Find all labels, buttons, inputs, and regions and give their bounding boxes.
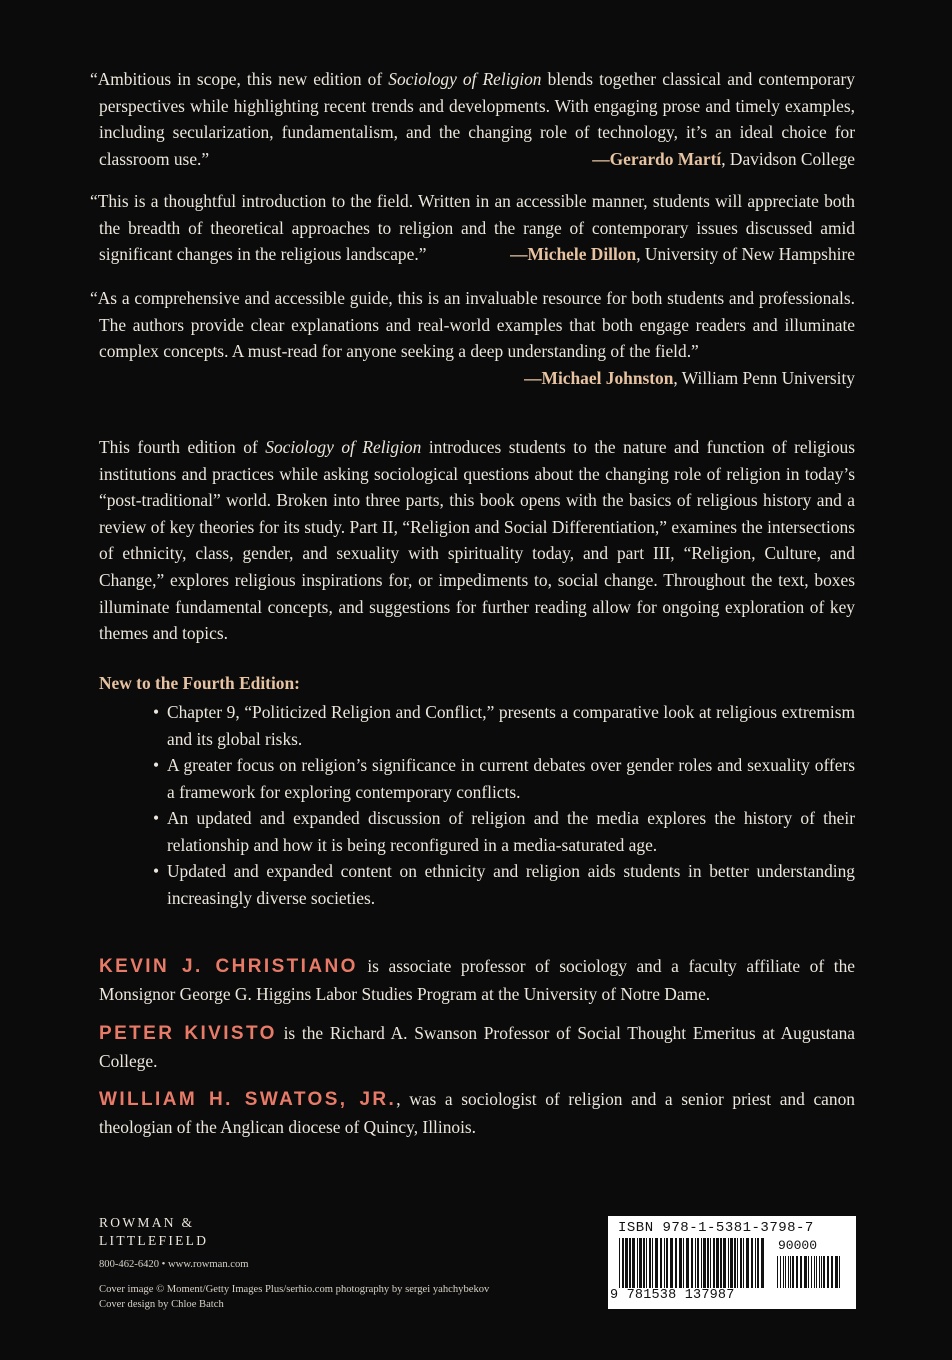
- barcode-bar: [800, 1256, 802, 1288]
- barcode-bar: [819, 1256, 820, 1288]
- endorsement-text: “This is a thoughtful introduction to the field. Written in an accessible manner, students will appreciate both the breadth of theoretical approaches to religion and the range of contemporary issues discussed amid significant changes in the religious landscape.”: [90, 191, 855, 264]
- barcode-bar: [796, 1256, 798, 1288]
- endorsement-attribution: [99, 365, 855, 392]
- barcode-bar: [629, 1238, 631, 1288]
- barcode-bar: [646, 1238, 647, 1288]
- barcode-bar: [783, 1256, 784, 1288]
- barcode-bar: [751, 1238, 753, 1288]
- endorsement-3: [90, 285, 855, 391]
- barcode-bar: [723, 1238, 726, 1288]
- barcode-bar: [821, 1256, 822, 1288]
- publisher-contact: 800-462-6420 • www.rowman.com: [99, 1259, 249, 1270]
- author-name: WILLIAM H. SWATOS, JR.: [99, 1089, 397, 1110]
- book-title-italic: Sociology of Religion: [265, 437, 422, 457]
- barcode-bar: [632, 1238, 635, 1288]
- endorser-name: —Michele Dillon: [510, 244, 637, 264]
- price-code: 90000: [778, 1238, 818, 1253]
- barcode-bar: [827, 1256, 829, 1288]
- list-item: [153, 699, 855, 752]
- barcode-bar: [720, 1238, 722, 1288]
- list-item-text: Updated and expanded content on ethnicity and religion aids students in better understanding increasingly diverse societies.: [167, 861, 855, 908]
- barcode-bar: [639, 1238, 642, 1288]
- endorsement-text: “As a comprehensive and accessible guide, this is an invaluable resource for both students and professionals. The authors provide clear explanations and real-world examples that both engage readers and illuminate complex concepts. A must-read for anyone seeking a deep understanding of the field.”: [90, 288, 855, 361]
- barcode-bar: [675, 1238, 677, 1288]
- barcode-bar: [816, 1256, 817, 1288]
- barcode-bar: [755, 1238, 756, 1288]
- barcode-bar: [823, 1256, 825, 1288]
- barcode-bar: [804, 1256, 807, 1288]
- barcode-bar: [814, 1256, 815, 1288]
- barcode-bar: [697, 1238, 699, 1288]
- barcode-bar: [730, 1238, 733, 1288]
- new-edition-heading: New to the Fourth Edition:: [99, 673, 300, 693]
- cover-design-credit: Cover design by Chloe Batch: [99, 1299, 224, 1310]
- author-bio-text: , was a sociologist of religion and a senior priest and canon theologian of the Anglican diocese of Quincy, Illinois.: [99, 1089, 855, 1137]
- bullet-icon: •: [153, 702, 160, 722]
- barcode-bar: [707, 1238, 709, 1288]
- list-item: [153, 752, 855, 805]
- barcode-bar: [777, 1256, 778, 1288]
- description-text: introduces students to the nature and function of religious institutions and practices while asking sociological questions about the changing role of religion in today’s “post-traditional” world. Broken into three parts, this book opens with the basics of religious history and a review of key theories for its study. Part II, “Religion and Social Differentiation,” examines the intersections of ethnicity, class, gender, and sexuality with spirituality today, and part III, “Religion, Culture, and Change,” explores religious inspirations for, or impediments to, social change. Throughout the text, boxes illuminate fundamental concepts, and suggestions for further reading allow for ongoing exploration of key themes and topics.: [99, 437, 855, 644]
- author-name: PETER KIVISTO: [99, 1023, 277, 1044]
- barcode-bar: [811, 1256, 812, 1288]
- new-edition-list: [153, 699, 855, 911]
- list-item: [153, 858, 855, 911]
- description-text: This fourth edition of: [99, 437, 266, 457]
- barcode-bar: [831, 1256, 833, 1288]
- barcode-bar: [652, 1238, 653, 1288]
- barcode-bar: [679, 1238, 682, 1288]
- barcode-bar: [703, 1238, 706, 1288]
- barcode-bar: [713, 1238, 715, 1288]
- barcode-bar: [746, 1238, 749, 1288]
- author-bio-3: [99, 1086, 855, 1140]
- barcode-bar: [660, 1238, 662, 1288]
- endorsement-text: blends together classical and contemporary perspectives while highlighting recent trends and developments. With engaging prose and timely examples, including secularization, fundamentalism, and the changing role of technology, it’s an ideal choice for classroom use.”: [99, 69, 855, 169]
- list-item-text: A greater focus on religion’s significance in current debates over gender roles and sexuality offers a framework for exploring contemporary conflicts.: [167, 755, 855, 802]
- barcode-bar: [670, 1238, 673, 1288]
- barcode-bar: [695, 1238, 696, 1288]
- publisher-line-2: LITTLEFIELD: [99, 1233, 209, 1248]
- barcode-bar: [737, 1238, 738, 1288]
- isbn-label: ISBN 978-1-5381-3798-7: [618, 1220, 814, 1236]
- barcode-bar: [790, 1256, 791, 1288]
- bullet-icon: •: [153, 861, 160, 881]
- endorsement-1: [90, 66, 855, 172]
- endorsement-2: [90, 188, 855, 268]
- endorser-affiliation: , University of New Hampshire: [636, 244, 855, 264]
- bullet-icon: •: [153, 808, 160, 828]
- endorsement-attribution: [99, 146, 855, 173]
- barcode-bar: [643, 1238, 645, 1288]
- author-bio-1: [99, 953, 855, 1007]
- price-barcode-bars: [776, 1256, 842, 1290]
- barcode-bar: [780, 1256, 781, 1288]
- barcode-bar: [743, 1238, 744, 1288]
- barcode-bar: [664, 1238, 665, 1288]
- barcode-bar: [716, 1238, 719, 1288]
- barcode-bar: [792, 1256, 794, 1288]
- barcode-bar: [740, 1238, 742, 1288]
- barcode-bar: [757, 1238, 759, 1288]
- endorser-name: —Michael Johnston: [524, 367, 674, 388]
- endorser-name: —Gerardo Martí: [592, 148, 722, 169]
- barcode-bar: [622, 1238, 624, 1288]
- list-item-text: Chapter 9, “Politicized Religion and Conflict,” presents a comparative look at religious extremism and its global risks.: [167, 702, 855, 749]
- barcode-bar: [625, 1238, 628, 1288]
- publisher-logo: [99, 1214, 208, 1250]
- barcode-bar: [619, 1238, 620, 1288]
- barcode-bar: [785, 1256, 786, 1288]
- author-bio-text: is associate professor of sociology and a faculty affiliate of the Monsignor George G. Higgins Labor Studies Program at the University of Notre Dame.: [99, 956, 855, 1004]
- barcode-bar: [686, 1238, 689, 1288]
- barcode-bar: [808, 1256, 809, 1288]
- book-title-italic: Sociology of Religion: [388, 69, 542, 89]
- endorser-affiliation: , William Penn University: [673, 367, 855, 388]
- barcode-bar: [655, 1238, 658, 1288]
- barcode-bar: [701, 1238, 702, 1288]
- ean-digits: 9 781538 137987: [610, 1288, 735, 1303]
- barcode-bar: [728, 1238, 729, 1288]
- list-item: [153, 805, 855, 858]
- barcode-bar: [788, 1256, 789, 1288]
- endorsement-text: “Ambitious in scope, this new edition of: [90, 69, 389, 89]
- author-name: KEVIN J. CHRISTIANO: [99, 956, 358, 977]
- cover-image-credit: Cover image © Moment/Getty Images Plus/serhio.com photography by sergei yahchybekov: [99, 1284, 490, 1295]
- barcode-bar: [835, 1256, 838, 1288]
- ean-barcode-bars: [618, 1238, 768, 1290]
- barcode-bar: [666, 1238, 668, 1288]
- list-item-text: An updated and expanded discussion of religion and the media explores the history of their relationship and how it is being reconfigured in a media-saturated age.: [167, 808, 855, 855]
- book-description: [99, 434, 855, 647]
- isbn-barcode: [608, 1216, 856, 1309]
- publisher-line-1: ROWMAN &: [99, 1215, 195, 1230]
- barcode-bar: [691, 1238, 693, 1288]
- endorser-affiliation: , Davidson College: [721, 148, 855, 169]
- barcode-bar: [761, 1238, 764, 1288]
- barcode-bar: [649, 1238, 651, 1288]
- author-bio-2: [99, 1020, 855, 1074]
- barcode-bar: [710, 1238, 711, 1288]
- barcode-bar: [734, 1238, 736, 1288]
- bullet-icon: •: [153, 755, 160, 775]
- author-bio-text: is the Richard A. Swanson Professor of Social Thought Emeritus at Augustana College.: [99, 1023, 855, 1071]
- barcode-bar: [839, 1256, 840, 1288]
- barcode-bar: [683, 1238, 684, 1288]
- barcode-bar: [637, 1238, 638, 1288]
